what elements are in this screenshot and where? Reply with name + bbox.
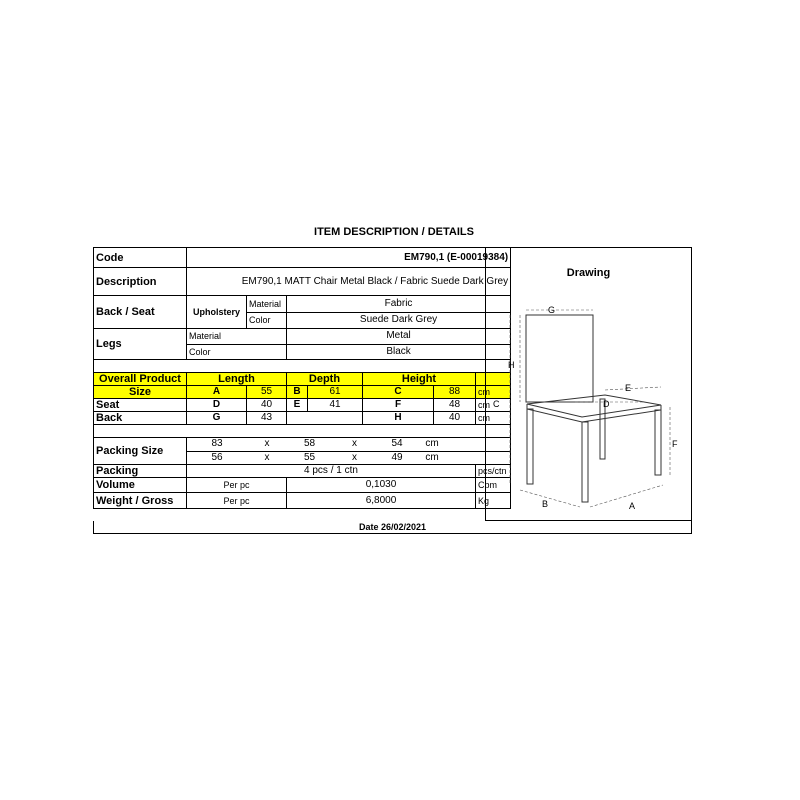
packing-sep-1: x xyxy=(264,438,270,450)
packing-size-dims-1 xyxy=(187,438,511,452)
back-label: Back xyxy=(94,412,187,425)
overall-label-2: Size xyxy=(94,386,187,399)
legs-color-label: Color xyxy=(187,344,287,360)
seat-e-value: 41 xyxy=(308,399,363,412)
label-e: E xyxy=(625,383,632,393)
code-row xyxy=(94,248,511,268)
legs-material-value: Metal xyxy=(287,329,511,345)
chair-drawing xyxy=(485,247,692,521)
chair-leg-back-left xyxy=(527,409,533,484)
label-c: C xyxy=(493,399,500,409)
packing-sep-4: x xyxy=(352,451,357,463)
volume-per: Per pc xyxy=(187,478,287,493)
depth-header: Depth xyxy=(287,373,363,386)
chair-leg-front-right xyxy=(655,410,661,475)
seat-e: E xyxy=(287,399,308,412)
chair-seat-edge xyxy=(527,404,661,422)
weight-unit: Kg xyxy=(476,493,511,509)
spacer-row xyxy=(94,360,511,373)
packing-dim-5: 55 xyxy=(303,451,316,463)
dim-line-e xyxy=(605,387,661,390)
spacer-row-2 xyxy=(94,425,511,438)
height-header: Height xyxy=(363,373,476,386)
overall-c: C xyxy=(363,386,434,399)
packing-sep-2: x xyxy=(352,438,357,450)
packing-row xyxy=(94,465,511,478)
weight-row xyxy=(94,493,511,509)
packing-size-label: Packing Size xyxy=(94,438,187,465)
overall-label-1: Overall Product xyxy=(94,373,187,386)
overall-a-value: 55 xyxy=(247,386,287,399)
weight-per: Per pc xyxy=(187,493,287,509)
back-seat-material-label: Material xyxy=(247,296,287,313)
back-empty xyxy=(287,412,363,425)
packing-value: 4 pcs / 1 ctn xyxy=(187,465,476,478)
overall-unit: cm xyxy=(476,386,511,399)
seat-unit: cm xyxy=(476,399,511,412)
drawing-title: Drawing xyxy=(566,267,611,279)
volume-unit: Cbm xyxy=(476,478,511,493)
label-f: F xyxy=(672,439,678,449)
legs-material-label: Material xyxy=(187,329,287,345)
seat-row xyxy=(94,399,511,412)
description-row xyxy=(94,268,511,296)
packing-dim-3: 54 xyxy=(391,438,403,450)
packing-dim-6: 49 xyxy=(391,451,403,463)
legs-material-row xyxy=(94,329,511,345)
volume-row xyxy=(94,478,511,493)
overall-b: B xyxy=(287,386,308,399)
overall-values-row xyxy=(94,386,511,399)
length-header: Length xyxy=(187,373,287,386)
overall-a: A xyxy=(187,386,247,399)
volume-label: Volume xyxy=(94,478,187,493)
packing-label: Packing xyxy=(94,465,187,478)
volume-value: 0,1030 xyxy=(287,478,476,493)
seat-d-value: 40 xyxy=(247,399,287,412)
packing-unit-1: cm xyxy=(425,438,439,450)
chair-leg-front-left xyxy=(582,422,588,502)
back-seat-material-row xyxy=(94,296,511,313)
packing-dim-4: 56 xyxy=(211,451,223,463)
back-seat-color-label: Color xyxy=(247,312,287,329)
description-value: EM790,1 MATT Chair Metal Black / Fabric Suede Dark Grey xyxy=(187,268,511,296)
date-footer: Date 26/02/2021 xyxy=(93,521,692,534)
overall-header-row xyxy=(94,373,511,386)
label-h: H xyxy=(508,360,515,370)
packing-size-row-1 xyxy=(94,438,511,452)
packing-dim-2: 58 xyxy=(303,438,316,450)
back-h-value: 40 xyxy=(434,412,476,425)
seat-label: Seat xyxy=(94,399,187,412)
description-label: Description xyxy=(94,268,187,296)
document-title: ITEM DESCRIPTION / DETAILS xyxy=(314,226,474,238)
packing-dim-1: 83 xyxy=(211,438,223,450)
code-label: Code xyxy=(94,248,187,268)
upholstery-label: Upholstery xyxy=(187,296,247,329)
chair-backrest xyxy=(526,315,593,402)
back-g-value: 43 xyxy=(247,412,287,425)
back-g: G xyxy=(187,412,247,425)
back-unit: cm xyxy=(476,412,511,425)
back-h: H xyxy=(363,412,434,425)
weight-value: 6,8000 xyxy=(287,493,476,509)
seat-f-value: 48 xyxy=(434,399,476,412)
label-a: A xyxy=(629,501,636,511)
back-seat-label: Back / Seat xyxy=(94,296,187,329)
packing-unit: pcs/ctn xyxy=(476,465,511,478)
back-seat-color-value: Suede Dark Grey xyxy=(287,312,511,329)
back-seat-material-value: Fabric xyxy=(287,296,511,313)
overall-b-value: 61 xyxy=(308,386,363,399)
spec-table xyxy=(93,247,511,509)
dim-line-b xyxy=(520,490,580,507)
legs-label: Legs xyxy=(94,329,187,360)
weight-label: Weight / Gross xyxy=(94,493,187,509)
code-value: EM790,1 (E-00019384) xyxy=(187,248,511,268)
dim-line-a xyxy=(590,485,663,507)
overall-c-value: 88 xyxy=(434,386,476,399)
label-b: B xyxy=(542,499,549,509)
packing-size-dims-2 xyxy=(187,451,511,465)
back-row xyxy=(94,412,511,425)
packing-sep-3: x xyxy=(264,451,270,463)
label-d: D xyxy=(603,399,610,409)
packing-unit-2: cm xyxy=(425,451,439,463)
legs-color-value: Black xyxy=(287,344,511,360)
label-g: G xyxy=(548,305,556,315)
seat-d: D xyxy=(187,399,247,412)
seat-f: F xyxy=(363,399,434,412)
